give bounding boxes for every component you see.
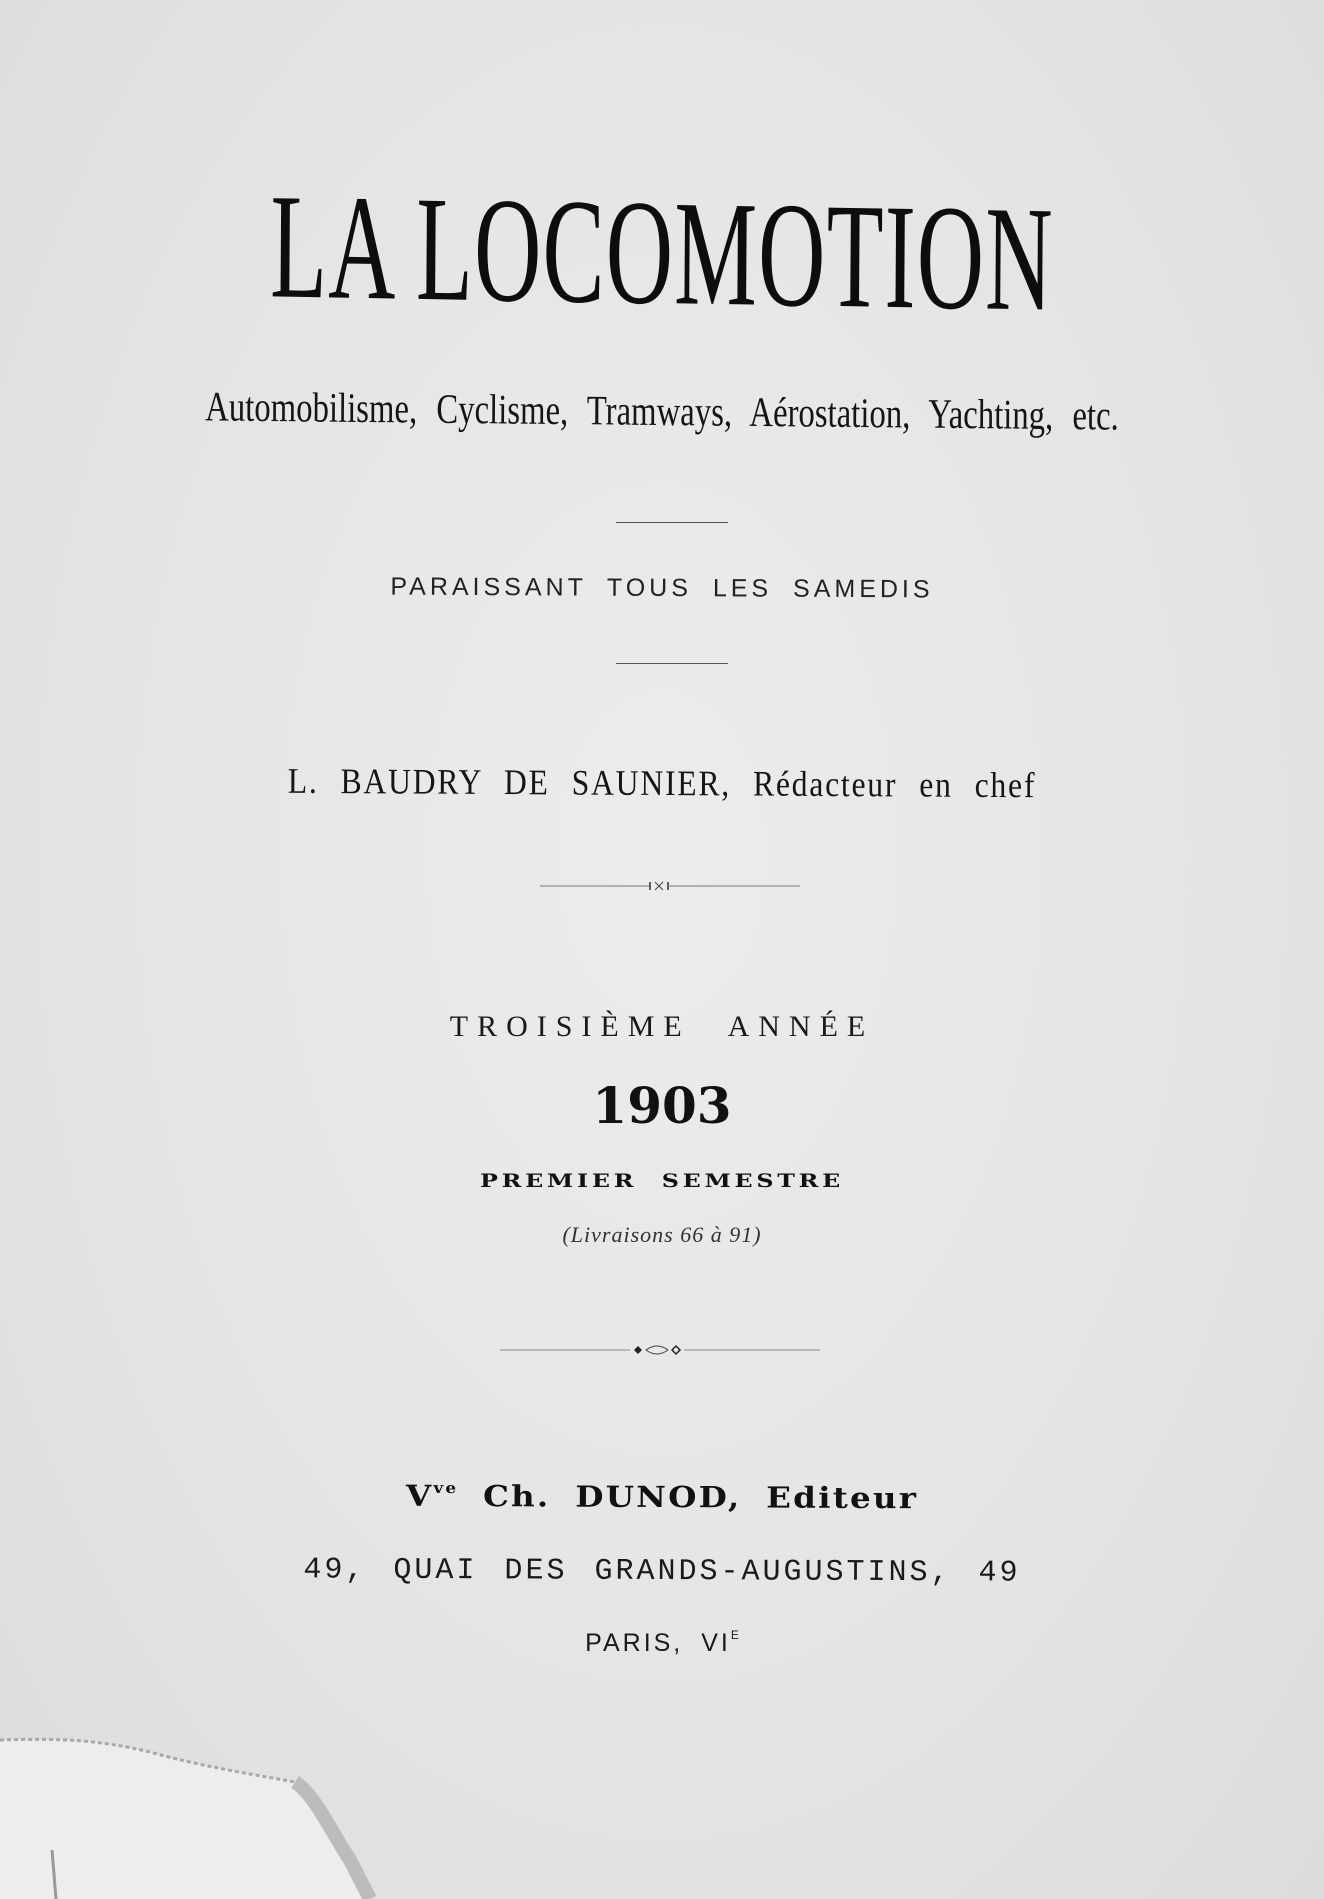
divider-rule-bottom (616, 663, 728, 664)
publisher-city (0, 1628, 1324, 1658)
divider-rule-top (616, 522, 728, 523)
publisher-prefix: V (405, 1478, 434, 1513)
issue-range: (Livraisons 66 à 91) (562, 1222, 762, 1247)
publication-frequency: PARAISSANT TOUS LES SAMEDIS (390, 572, 934, 604)
city-arrondissement-sup: E (730, 1628, 739, 1642)
publication-subtitle: Automobilisme, Cyclisme, Tramways, Aérostation, Yachting, etc. (205, 384, 1119, 440)
publication-year: 1903 (592, 1076, 732, 1135)
publisher-address: 49, QUAI DES GRANDS-AUGUSTINS, 49 (303, 1553, 1021, 1591)
volume-label: TROISIÈME ANNÉE (449, 1010, 875, 1043)
torn-paper-corner (0, 1700, 420, 1899)
cross-rule-ornament-icon (540, 876, 800, 896)
publisher-line (0, 1477, 1324, 1518)
city-name: PARIS, VI (585, 1629, 731, 1657)
publisher-name: Ch. DUNOD, Editeur (482, 1479, 919, 1516)
diamond-rule-ornament-icon (500, 1338, 820, 1362)
semester-label: PREMIER SEMESTRE (479, 1170, 845, 1192)
editor-in-chief: L. BAUDRY DE SAUNIER, Rédacteur en chef (287, 760, 1037, 806)
publisher-prefix-sup: ve (433, 1478, 459, 1498)
publication-title: LA LOCOMOTION (269, 163, 1055, 343)
